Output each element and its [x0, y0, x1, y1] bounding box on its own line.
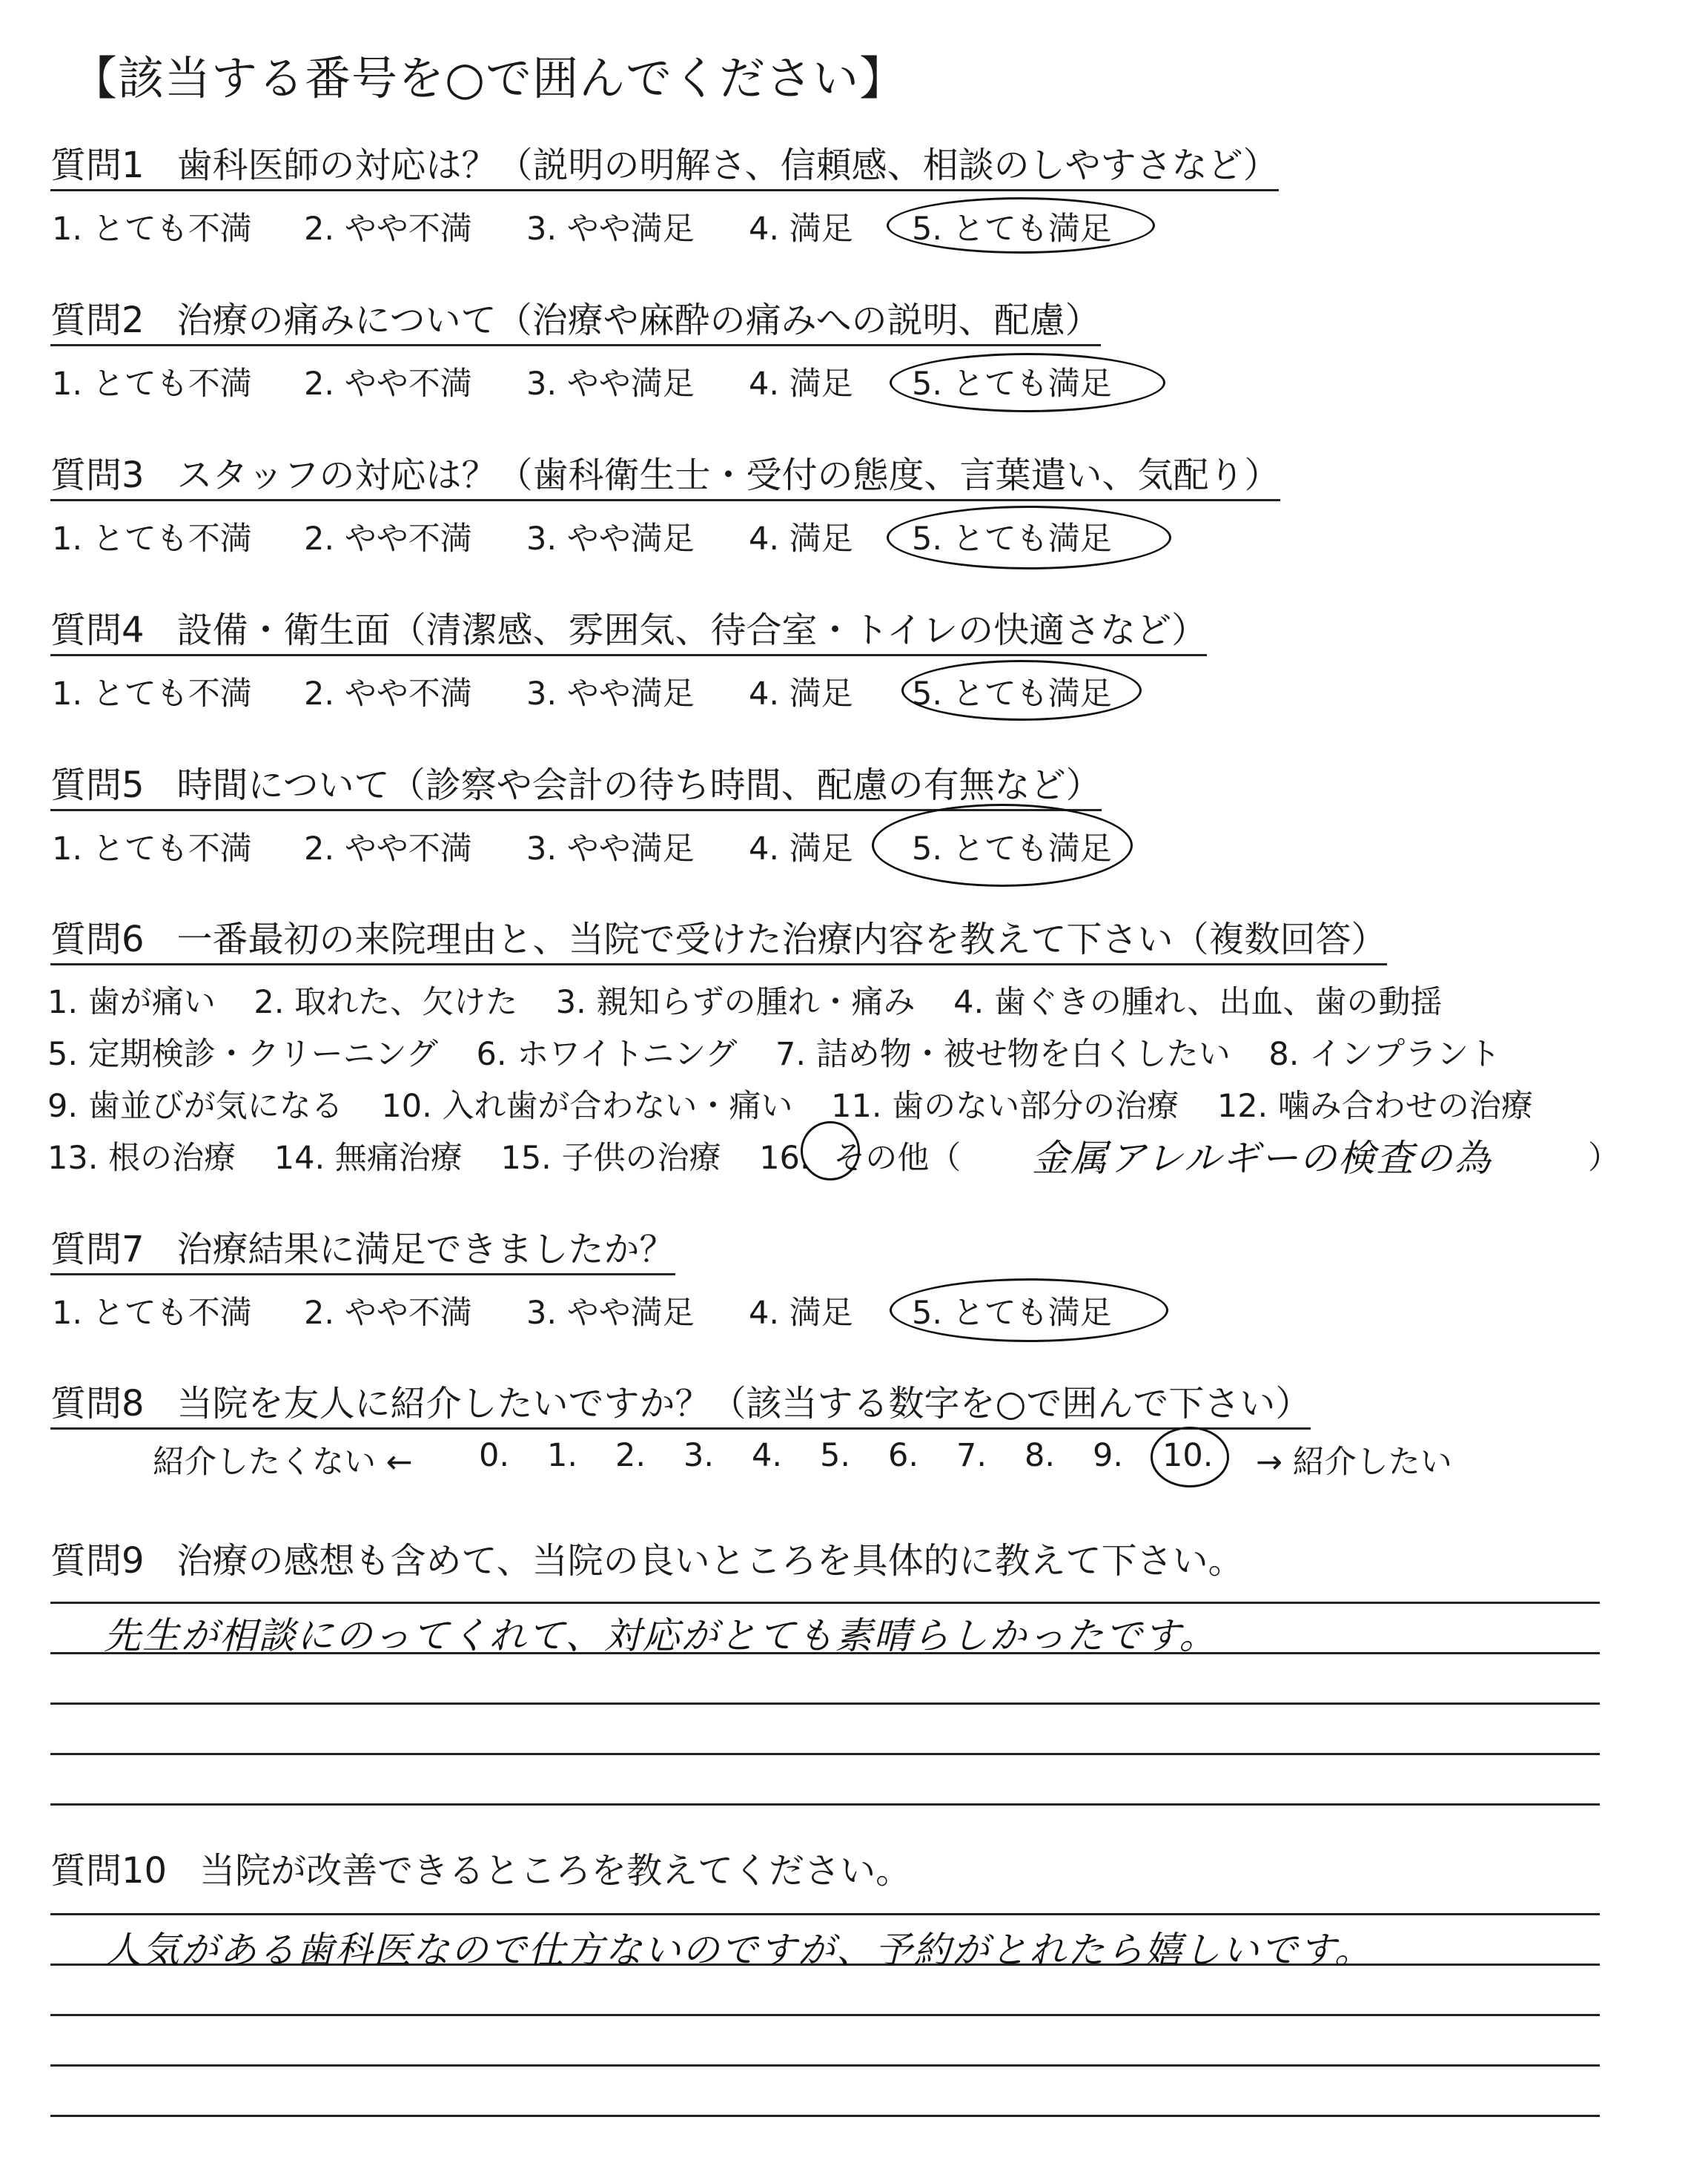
question-7-title	[50, 1229, 675, 1275]
page-header: 【該当する番号を○で囲んでください】	[71, 51, 907, 105]
question-text: 設備・衛生面（清潔感、雰囲気、待合室・トイレの快適さなど）	[176, 610, 1208, 651]
question-text: 時間について（診察や会計の待ち時間、配慮の有無など）	[176, 764, 1102, 806]
rating-option-2: 2. やや不満	[304, 1295, 472, 1332]
rating-option-5: 5. とても満足	[912, 1295, 1112, 1332]
rating-option-5: 5. とても満足	[912, 830, 1112, 868]
question-9-title	[50, 1541, 1244, 1585]
question-8-title	[50, 1384, 1311, 1430]
question-text: スタッフの対応は？（歯科衛生士・受付の態度、言葉遣い、気配り）	[176, 455, 1280, 496]
q6-option: 9. 歯並びが気になる	[47, 1088, 343, 1125]
rating-option-1: 1. とても不満	[52, 830, 252, 868]
q6-option: 2. 取れた、欠けた	[254, 984, 518, 1021]
q6-option: 7. 詰め物・被せ物を白くしたい	[775, 1036, 1231, 1073]
question-number: 質問1	[50, 145, 145, 186]
answer-line	[50, 1803, 1600, 1806]
question-text: 一番最初の来院理由と、当院で受けた治療内容を教えて下さい（複数回答）	[176, 919, 1387, 960]
answer-line	[50, 2115, 1600, 2117]
q6-option: 13. 根の治療	[47, 1140, 236, 1177]
answer-line	[50, 2014, 1600, 2016]
q6-option: 4. 歯ぐきの腫れ、出血、歯の動揺	[953, 984, 1443, 1021]
rating-option-2: 2. やや不満	[304, 366, 472, 403]
scale-right-label: → 紹介したい	[1256, 1444, 1452, 1481]
q6-option: 6. ホワイトニング	[476, 1036, 738, 1073]
q10-handwritten-answer: 人気がある歯科医なので仕方ないのですが、予約がとれたら嬉しいです。	[104, 1929, 1373, 1972]
q6-other-handwritten: 金属アレルギーの検査の為	[1032, 1137, 1492, 1180]
q6-option: 12. 噛み合わせの治療	[1217, 1088, 1533, 1125]
q6-options-row-3	[47, 1081, 1561, 1126]
question-10-title	[50, 1851, 911, 1895]
rating-option-2: 2. やや不満	[304, 676, 472, 713]
rating-option-3: 3. やや満足	[526, 1295, 695, 1332]
rating-option-4: 4. 満足	[749, 1295, 853, 1332]
rating-option-1: 1. とても不満	[52, 676, 252, 713]
question-2-title	[50, 300, 1101, 346]
question-text: 治療結果に満足できましたか？	[176, 1229, 675, 1270]
rating-option-2: 2. やや不満	[304, 211, 472, 248]
rating-option-3: 3. やや満足	[526, 830, 695, 868]
q6-option: 15. 子供の治療	[500, 1140, 721, 1177]
rating-option-1: 1. とても不満	[52, 521, 252, 558]
scale-number: 9.	[1093, 1437, 1124, 1474]
q6-option: 3. 親知らずの腫れ・痛み	[555, 984, 916, 1021]
question-number: 質問5	[50, 764, 145, 806]
question-number: 質問4	[50, 610, 145, 651]
q6-option: 16.	[759, 1140, 810, 1177]
rating-option-5: 5. とても満足	[912, 366, 1112, 403]
q6-option: 11. 歯のない部分の治療	[831, 1088, 1179, 1125]
q6-option: 5. 定期検診・クリーニング	[47, 1036, 438, 1073]
q6-options-row-2	[47, 1029, 1529, 1074]
question-number: 質問9	[50, 1540, 145, 1582]
question-4-title	[50, 610, 1207, 656]
scale-number: 6.	[888, 1437, 919, 1474]
rating-option-5: 5. とても満足	[912, 676, 1112, 713]
scale-number: 8.	[1025, 1437, 1056, 1474]
rating-option-4: 4. 満足	[749, 366, 853, 403]
rating-option-3: 3. やや満足	[526, 676, 695, 713]
q6-option: 8. インプラント	[1268, 1036, 1501, 1073]
scale-number: 7.	[956, 1437, 987, 1474]
q6-options-row-1	[47, 977, 1470, 1023]
rating-option-4: 4. 満足	[749, 211, 853, 248]
q6-option: 14. 無痛治療	[274, 1140, 463, 1177]
question-number: 質問7	[50, 1229, 145, 1270]
q6-option: 10. 入れ歯が合わない・痛い	[381, 1088, 793, 1125]
scale-number: 5.	[820, 1437, 851, 1474]
question-number: 質問10	[50, 1850, 168, 1892]
scale-number: 10.	[1162, 1437, 1214, 1474]
scale-number: 0.	[479, 1437, 510, 1474]
question-6-title	[50, 919, 1387, 965]
rating-option-4: 4. 満足	[749, 521, 853, 558]
rating-option-3: 3. やや満足	[526, 366, 695, 403]
rating-option-3: 3. やや満足	[526, 211, 695, 248]
question-number: 質問2	[50, 300, 145, 341]
question-1-title	[50, 145, 1279, 191]
q6-options-row-4	[47, 1133, 989, 1178]
question-number: 質問3	[50, 455, 145, 496]
rating-option-4: 4. 満足	[749, 676, 853, 713]
rating-option-2: 2. やや不満	[304, 830, 472, 868]
scale-number: 3.	[683, 1437, 715, 1474]
question-5-title	[50, 765, 1102, 811]
scale-number: 2.	[615, 1437, 646, 1474]
rating-option-1: 1. とても不満	[52, 366, 252, 403]
question-text: 治療の痛みについて（治療や麻酔の痛みへの説明、配慮）	[176, 300, 1101, 341]
rating-option-1: 1. とても不満	[52, 211, 252, 248]
answer-line	[50, 1913, 1600, 1915]
question-3-title	[50, 455, 1280, 501]
q6-option: 1. 歯が痛い	[47, 984, 216, 1021]
scale-left-label: 紹介したくない ←	[153, 1444, 413, 1481]
answer-line	[50, 2064, 1600, 2067]
q9-handwritten-answer: 先生が相談にのってくれて、対応がとても素晴らしかったです。	[104, 1614, 1218, 1657]
rating-option-4: 4. 満足	[749, 830, 853, 868]
answer-line	[50, 1753, 1600, 1755]
scale-number: 1.	[547, 1437, 578, 1474]
rating-option-2: 2. やや不満	[304, 521, 472, 558]
question-text: 当院が改善できるところを教えてください。	[199, 1850, 912, 1892]
rating-option-5: 5. とても満足	[912, 211, 1112, 248]
question-text: 当院を友人に紹介したいですか？（該当する数字を○で囲んで下さい）	[176, 1383, 1311, 1424]
q6-option-other-label: その他（	[833, 1140, 961, 1177]
question-text: 歯科医師の対応は？（説明の明解さ、信頼感、相談のしやすさなど）	[176, 145, 1279, 186]
rating-option-1: 1. とても不満	[52, 1295, 252, 1332]
scale-number: 4.	[752, 1437, 783, 1474]
question-number: 質問6	[50, 919, 145, 960]
answer-line	[50, 1702, 1600, 1705]
answer-line	[50, 1602, 1600, 1604]
rating-option-3: 3. やや満足	[526, 521, 695, 558]
rating-option-5: 5. とても満足	[912, 521, 1112, 558]
question-text: 治療の感想も含めて、当院の良いところを具体的に教えて下さい。	[176, 1540, 1244, 1582]
q6-other-close-paren: ）	[1588, 1140, 1620, 1177]
question-number: 質問8	[50, 1383, 145, 1424]
